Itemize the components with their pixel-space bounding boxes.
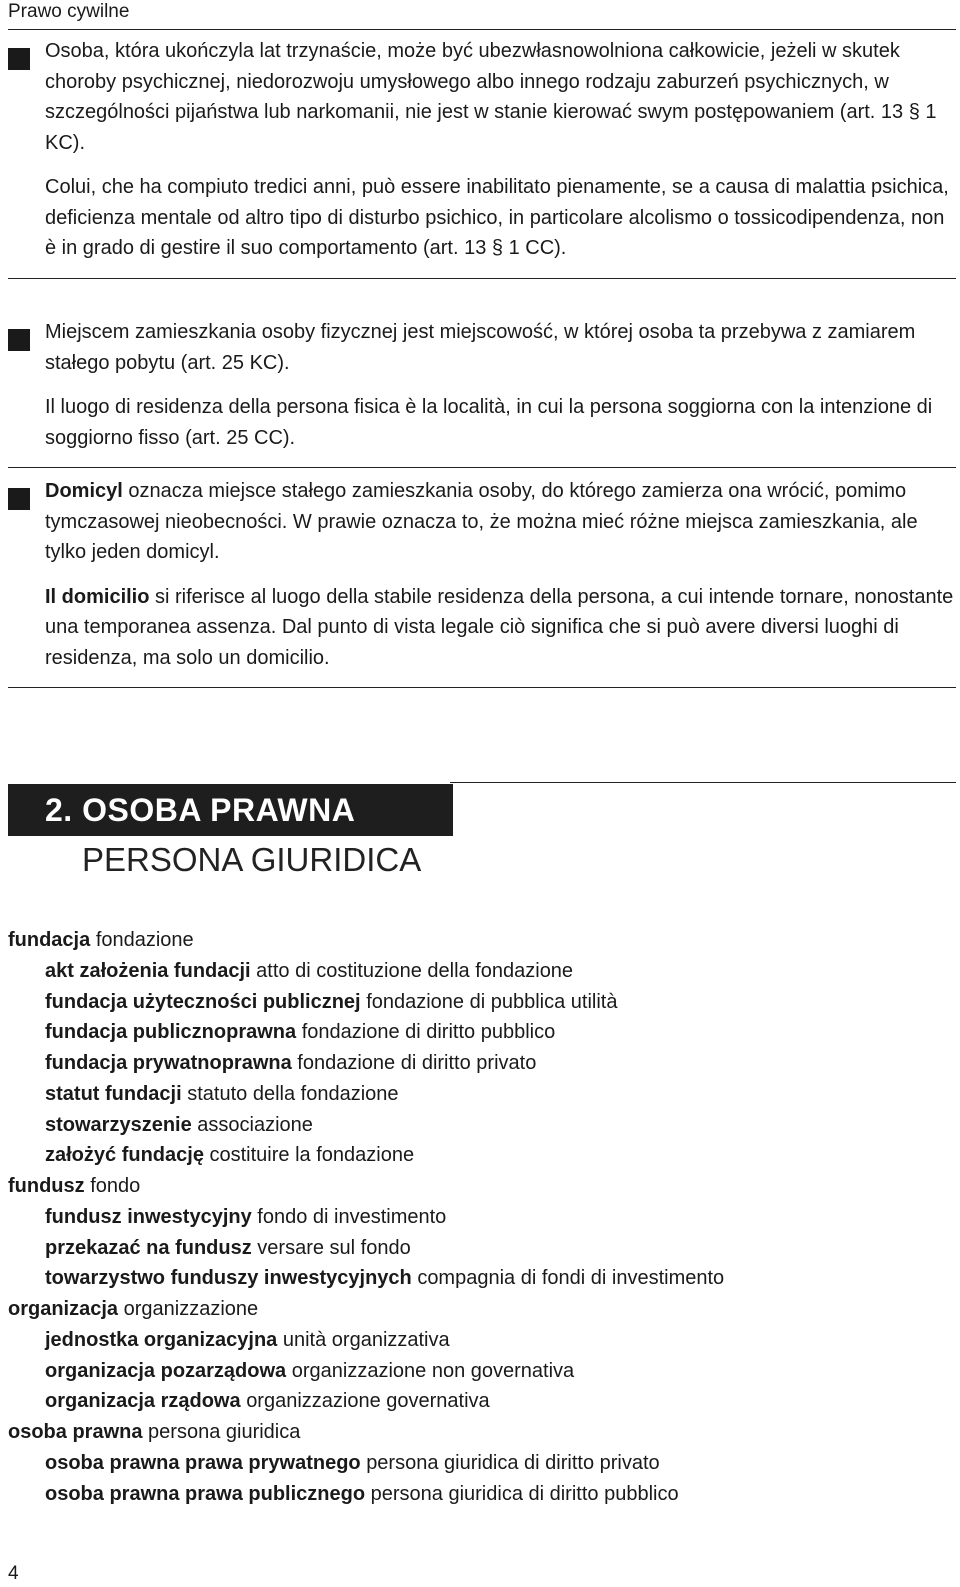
glossary-translation: fondo di investimento — [257, 1205, 447, 1228]
entry-residence — [8, 317, 956, 468]
entry-incapacitation — [8, 36, 956, 279]
glossary-term: stowarzyszenie — [45, 1113, 192, 1136]
glossary-subentry — [8, 987, 956, 1018]
glossary-entry — [8, 925, 956, 956]
section-title: 2. OSOBA PRAWNA — [45, 792, 356, 828]
glossary-subentry — [8, 1448, 956, 1479]
glossary-term: fundusz inwestycyjny — [45, 1205, 252, 1228]
glossary-subentry — [8, 1017, 956, 1048]
term-definition: si riferisce al luogo della stabile residenza della persona, a cui intende tornare, nonostante una temporanea assenza. Dal punto di vista legale ciò significa che si può avere diversi luoghi di residenza, ma solo un domicilio. — [45, 585, 954, 669]
glossary-subentry — [8, 1263, 956, 1294]
header-rule — [8, 29, 956, 30]
glossary-translation: persona giuridica di diritto pubblico — [370, 1482, 679, 1505]
glossary-translation: costituire la fondazione — [209, 1144, 415, 1167]
glossary-entry — [8, 1417, 956, 1448]
glossary-subentry — [8, 1140, 956, 1171]
glossary-translation: fondazione di diritto privato — [297, 1052, 537, 1074]
entry-rule — [8, 278, 956, 279]
glossary-subentry — [8, 1048, 956, 1079]
glossary-subentry — [8, 1386, 956, 1417]
entry-polish-text: Osoba, która ukończyla lat trzynaście, może być ubezwłasnowolniona całkowicie, jeżeli w skutek choroby psychicznej, niedorozwoju umysłowego albo innego rodzaju zaburzeń psychicznych, w szczególności pijaństwa lub narkomanii, nie jest w stanie kierować swym postępowaniem (art. 13 § 1 KC). — [45, 40, 937, 154]
section-rule — [450, 782, 956, 783]
square-bullet-icon — [8, 48, 30, 70]
glossary-translation: statuto della fondazione — [187, 1082, 399, 1105]
glossary-term: osoba prawna prawa publicznego — [45, 1482, 366, 1505]
entry-italian-text — [45, 582, 956, 674]
glossary-term: organizacja — [8, 1298, 119, 1320]
glossary-term: przekazać na fundusz — [45, 1236, 252, 1259]
term-bold: Domicyl — [45, 480, 123, 502]
glossary-translation: fondazione di pubblica utilità — [366, 990, 618, 1013]
section-subtitle: PERSONA GIURIDICA — [82, 841, 422, 878]
glossary-subentry — [8, 1325, 956, 1356]
glossary-subentry — [8, 1356, 956, 1387]
glossary-term: fundacja prywatnoprawna — [45, 1052, 292, 1074]
entry-italian-text: Il luogo di residenza della persona fisica è la località, in cui la persona soggiorna con la intenzione di soggiorno fisso (art. 25 CC). — [45, 396, 933, 449]
glossary-term: organizacja rządowa — [45, 1390, 241, 1413]
glossary-subentry — [8, 1110, 956, 1141]
square-bullet-icon — [8, 488, 30, 510]
glossary-translation: persona giuridica di diritto privato — [366, 1451, 660, 1474]
glossary-translation: atto di costituzione della fondazione — [256, 959, 574, 982]
entry-domicile — [8, 476, 956, 688]
glossary-term: akt założenia fundacji — [45, 959, 251, 982]
glossary-subentry — [8, 1233, 956, 1264]
glossary-term: osoba prawna — [8, 1421, 143, 1443]
glossary-term: fundusz — [8, 1175, 85, 1197]
glossary-term: fundacja publicznoprawna — [45, 1021, 297, 1044]
square-bullet-icon — [8, 329, 30, 351]
glossary-subentry — [8, 956, 956, 987]
glossary-entry — [8, 1171, 956, 1202]
entry-rule — [8, 467, 956, 468]
glossary-term: towarzystwo funduszy inwestycyjnych — [45, 1267, 412, 1290]
entry-polish-text: Miejscem zamieszkania osoby fizycznej jest miejscowość, w której osoba ta przebywa z zamiarem stałego pobytu (art. 25 KC). — [45, 321, 916, 374]
glossary-subentry — [8, 1079, 956, 1110]
entry-rule — [8, 687, 956, 688]
glossary-term: fundacja użyteczności publicznej — [45, 990, 361, 1013]
entry-polish-text — [45, 476, 956, 568]
glossary-translation: versare sul fondo — [257, 1236, 411, 1259]
glossary-term: statut fundacji — [45, 1082, 182, 1105]
glossary-term: jednostka organizacyjna — [45, 1328, 278, 1351]
glossary-translation: persona giuridica — [148, 1421, 301, 1443]
glossary-translation: organizzazione non governativa — [291, 1359, 575, 1382]
glossary-term: organizacja pozarządowa — [45, 1359, 287, 1382]
page-number: 4 — [8, 1563, 19, 1584]
glossary-translation: associazione — [197, 1113, 313, 1136]
glossary-subentry — [8, 1202, 956, 1233]
glossary-subentry — [8, 1479, 956, 1510]
glossary-list — [8, 925, 956, 1509]
term-bold: Il domicilio — [45, 585, 150, 608]
glossary-translation: fondo — [90, 1175, 141, 1197]
glossary-translation: fondazione — [95, 929, 194, 951]
entry-italian-text: Colui, che ha compiuto tredici anni, può essere inabilitato pienamente, se a causa di malattia psichica, deficienza mentale od altro tipo di disturbo psichico, in particolare alcolismo o tossicodipendenza, non è in grado di gestire il suo comportamento (art. 13 § 1 CC). — [45, 176, 949, 259]
glossary-term: założyć fundację — [45, 1144, 204, 1167]
glossary-translation: fondazione di diritto pubblico — [301, 1021, 556, 1044]
running-head: Prawo cywilne — [8, 1, 130, 22]
glossary-translation: compagnia di fondi di investimento — [417, 1267, 725, 1290]
glossary-entry — [8, 1294, 956, 1325]
glossary-translation: organizzazione — [123, 1298, 259, 1320]
glossary-term: fundacja — [8, 929, 91, 951]
glossary-translation: unità organizzativa — [282, 1328, 450, 1351]
term-definition: oznacza miejsce stałego zamieszkania osoby, do którego zamierza ona wrócić, pomimo tymczasowej nieobecności. W prawie oznacza to, że można mieć różne miejsca zamieszkania, ale tylko jeden domicyl. — [45, 480, 918, 563]
glossary-term: osoba prawna prawa prywatnego — [45, 1451, 361, 1474]
glossary-translation: organizzazione governativa — [246, 1390, 490, 1413]
